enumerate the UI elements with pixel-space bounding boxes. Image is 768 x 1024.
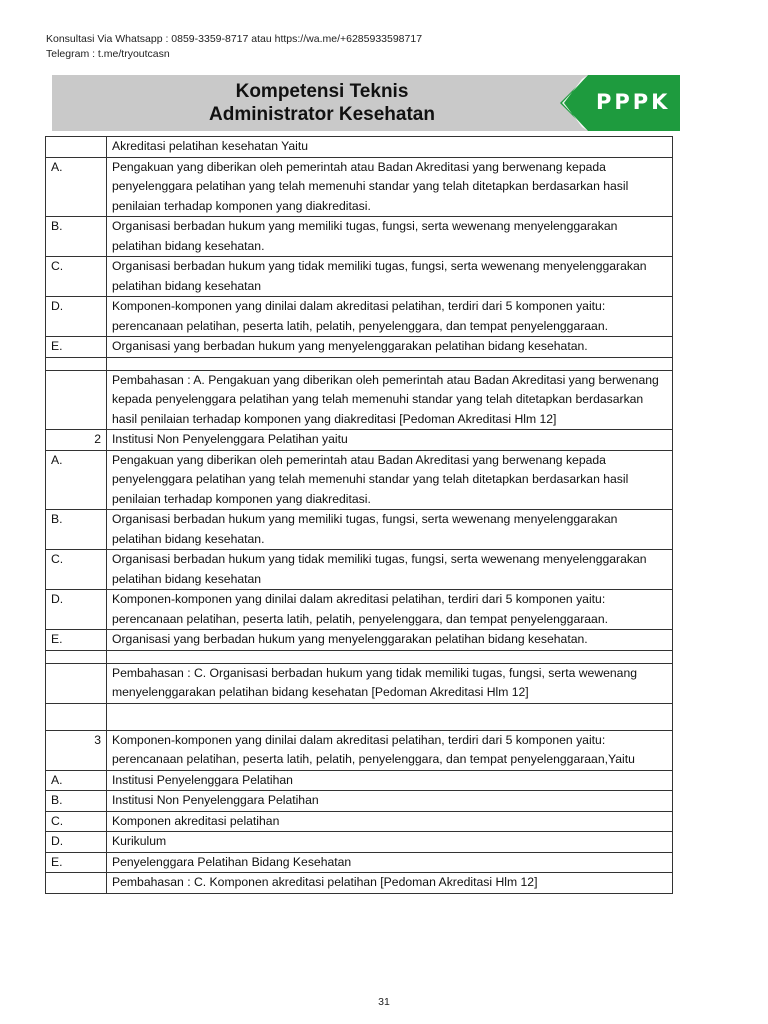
banner-title-line2: Administrator Kesehatan (209, 104, 435, 125)
option-letter: E. (46, 852, 107, 873)
spacer-cell (46, 650, 107, 663)
option-text: Organisasi berbadan hukum yang tidak memiliki tugas, fungsi, serta wewenang menyelenggarakan pelatihan bidang kesehatan (107, 257, 673, 297)
explanation-text: Pembahasan : C. Organisasi berbadan hukum yang tidak memiliki tugas, fungsi, serta wewenang menyelenggarakan pelatihan bidang kesehatan [Pedoman Akreditasi Hlm 12] (107, 663, 673, 703)
option-row (46, 550, 673, 590)
option-row (46, 257, 673, 297)
option-letter: A. (46, 770, 107, 791)
question-table (45, 136, 673, 894)
option-text: Organisasi yang berbadan hukum yang menyelenggarakan pelatihan bidang kesehatan. (107, 630, 673, 651)
option-text: Organisasi berbadan hukum yang memiliki tugas, fungsi, serta wewenang menyelenggarakan pelatihan bidang kesehatan. (107, 510, 673, 550)
question-number (46, 137, 107, 158)
option-row (46, 297, 673, 337)
spacer-row (46, 703, 673, 730)
explanation-blank (46, 873, 107, 894)
option-row (46, 770, 673, 791)
option-row (46, 852, 673, 873)
option-row (46, 832, 673, 853)
option-row (46, 791, 673, 812)
option-row (46, 157, 673, 217)
option-text: Pengakuan yang diberikan oleh pemerintah atau Badan Akreditasi yang berwenang kepada penyelenggara pelatihan yang telah memenuhi standar yang telah ditetapkan berdasarkan hasil penilaian terhadap komponen yang diakreditasi. (107, 450, 673, 510)
option-text: Pengakuan yang diberikan oleh pemerintah atau Badan Akreditasi yang berwenang kepada penyelenggara pelatihan yang telah memenuhi standar yang telah ditetapkan berdasarkan hasil penilaian terhadap komponen yang diakreditasi. (107, 157, 673, 217)
option-row (46, 450, 673, 510)
option-letter: D. (46, 297, 107, 337)
option-row (46, 217, 673, 257)
explanation-blank (46, 663, 107, 703)
option-row (46, 590, 673, 630)
explanation-row (46, 663, 673, 703)
question-text: Komponen-komponen yang dinilai dalam akreditasi pelatihan, terdiri dari 5 komponen yaitu: perencanaan pelatihan, peserta latih, pelatih, penyelenggara, dan tempat penyelenggaraan,Yaitu (107, 730, 673, 770)
spacer-cell (107, 357, 673, 370)
explanation-blank (46, 370, 107, 430)
option-letter: D. (46, 832, 107, 853)
question-row (46, 730, 673, 770)
page-number: 31 (378, 996, 390, 1008)
option-text: Organisasi berbadan hukum yang memiliki tugas, fungsi, serta wewenang menyelenggarakan pelatihan bidang kesehatan. (107, 217, 673, 257)
option-row (46, 337, 673, 358)
spacer-cell (107, 650, 673, 663)
option-text: Penyelenggara Pelatihan Bidang Kesehatan (107, 852, 673, 873)
option-letter: B. (46, 217, 107, 257)
pppk-badge (560, 75, 680, 131)
option-letter: E. (46, 337, 107, 358)
question-row (46, 137, 673, 158)
option-text: Komponen-komponen yang dinilai dalam akreditasi pelatihan, terdiri dari 5 komponen yaitu: perencanaan pelatihan, peserta latih, pelatih, penyelenggara, dan tempat penyelenggaraan. (107, 297, 673, 337)
option-row (46, 811, 673, 832)
title-banner (52, 75, 680, 131)
spacer-row (46, 357, 673, 370)
option-text: Komponen-komponen yang dinilai dalam akreditasi pelatihan, terdiri dari 5 komponen yaitu: perencanaan pelatihan, peserta latih, pelatih, penyelenggara, dan tempat penyelenggaraan. (107, 590, 673, 630)
option-row (46, 630, 673, 651)
option-text: Organisasi yang berbadan hukum yang menyelenggarakan pelatihan bidang kesehatan. (107, 337, 673, 358)
option-letter: C. (46, 550, 107, 590)
option-text: Institusi Penyelenggara Pelatihan (107, 770, 673, 791)
option-letter: B. (46, 510, 107, 550)
option-text: Institusi Non Penyelenggara Pelatihan (107, 791, 673, 812)
option-letter: A. (46, 450, 107, 510)
option-row (46, 510, 673, 550)
option-letter: B. (46, 791, 107, 812)
explanation-row (46, 370, 673, 430)
contact-info: Konsultasi Via Whatsapp : 0859-3359-8717 atau https://wa.me/+6285933598717 (46, 33, 423, 45)
question-number: 2 (46, 430, 107, 451)
option-text: Kurikulum (107, 832, 673, 853)
option-letter: E. (46, 630, 107, 651)
option-letter: C. (46, 811, 107, 832)
explanation-row (46, 873, 673, 894)
explanation-text: Pembahasan : C. Komponen akreditasi pelatihan [Pedoman Akreditasi Hlm 12] (107, 873, 673, 894)
question-text: Institusi Non Penyelenggara Pelatihan yaitu (107, 430, 673, 451)
question-number: 3 (46, 730, 107, 770)
telegram-info: Telegram : t.me/tryoutcasn (46, 48, 170, 60)
option-letter: A. (46, 157, 107, 217)
banner-title-line1: Kompetensi Teknis (235, 81, 409, 102)
question-text: Akreditasi pelatihan kesehatan Yaitu (107, 137, 673, 158)
option-text: Komponen akreditasi pelatihan (107, 811, 673, 832)
option-letter: C. (46, 257, 107, 297)
option-text: Organisasi berbadan hukum yang tidak memiliki tugas, fungsi, serta wewenang menyelenggarakan pelatihan bidang kesehatan (107, 550, 673, 590)
spacer-cell (107, 703, 673, 730)
option-letter: D. (46, 590, 107, 630)
pppk-label: PPPK (596, 90, 671, 114)
spacer-row (46, 650, 673, 663)
spacer-cell (46, 703, 107, 730)
spacer-cell (46, 357, 107, 370)
explanation-text: Pembahasan : A. Pengakuan yang diberikan oleh pemerintah atau Badan Akreditasi yang berwenang kepada penyelenggara pelatihan yang telah memenuhi standar yang telah ditetapkan berdasarkan hasil penilaian terhadap komponen yang diakreditasi [Pedoman Akreditasi Hlm 12] (107, 370, 673, 430)
question-row (46, 430, 673, 451)
